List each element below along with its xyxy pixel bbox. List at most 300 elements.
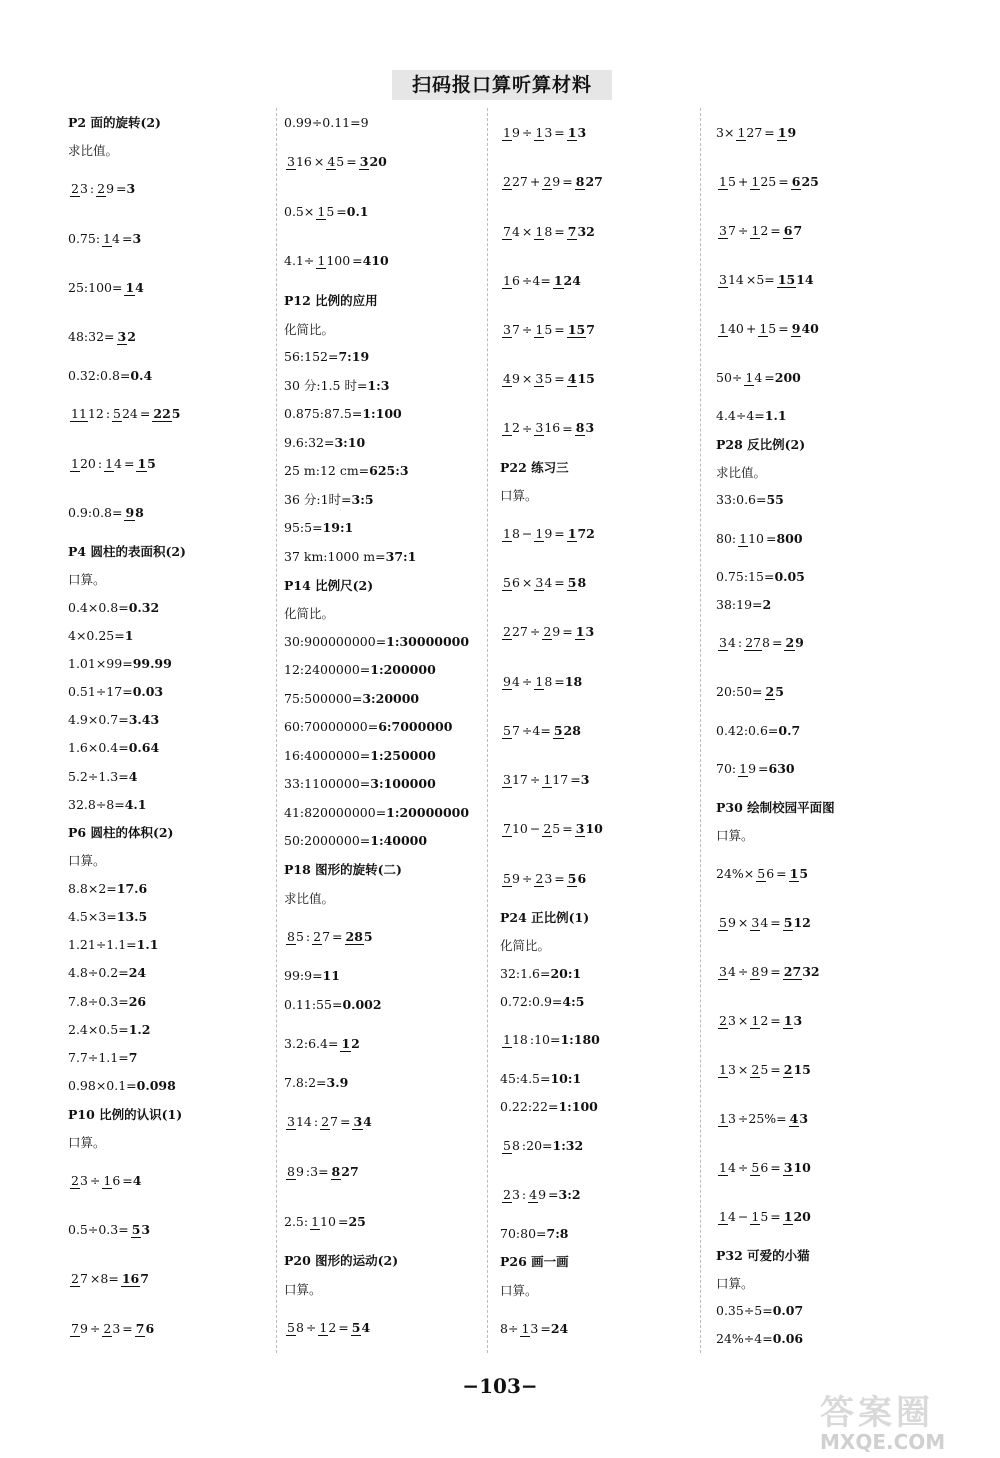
equation-row: [716, 255, 906, 304]
expression-text: =: [770, 1159, 781, 1175]
answer-text: 37:1: [385, 548, 417, 564]
denominator: 9: [511, 371, 520, 387]
instruction-text: 求比值。: [284, 890, 335, 906]
denominator: 9: [511, 870, 520, 886]
answer-text: 3: [126, 181, 136, 197]
denominator: 4: [727, 964, 736, 980]
fraction: [718, 1014, 736, 1027]
instruction-text: 化简比。: [500, 937, 551, 953]
equation-row: [500, 1304, 690, 1353]
numerator: 2: [543, 821, 552, 837]
equation-row: [68, 1254, 258, 1303]
answer-text: 24: [128, 965, 147, 981]
denominator: 2: [351, 1035, 360, 1051]
fraction: [534, 872, 552, 885]
numerator: 3: [359, 153, 369, 169]
expression-text: 24%÷4=: [716, 1331, 773, 1347]
denominator: 32: [802, 964, 820, 980]
numerator: 7: [567, 223, 577, 239]
equation-row: [284, 457, 474, 485]
answer-text: 4: [132, 1172, 142, 1188]
equation-row: [500, 256, 690, 305]
expression-text: 33:0.6=: [716, 492, 767, 508]
denominator: 6: [760, 1159, 769, 1175]
expression-text: 80:: [716, 530, 737, 546]
expression-text: 9.6:32=: [284, 434, 335, 450]
answer-text: 0.1: [346, 203, 369, 219]
answer-text: 11: [322, 968, 340, 984]
fraction: [534, 421, 560, 434]
section-heading: P10 比例的认识(1): [68, 1106, 183, 1122]
numerator: 1: [311, 1213, 320, 1229]
equation-row: [500, 305, 690, 354]
numerator: 1: [719, 320, 727, 336]
answer-text: 6:7000000: [378, 719, 453, 735]
answer-text: 410: [362, 253, 389, 269]
fraction: [502, 675, 520, 688]
equation-row: [500, 157, 690, 206]
expression-text: =: [332, 929, 343, 945]
equation-row: [284, 343, 474, 371]
fraction: [777, 273, 814, 286]
equation-row: [500, 1121, 690, 1170]
expression-text: −: [737, 1208, 749, 1224]
denominator: 7: [793, 222, 803, 238]
expression-text: 5.2÷1.3=: [68, 768, 129, 784]
numerator: 3: [719, 964, 727, 980]
numerator: 5: [287, 1320, 295, 1336]
numerator: 1: [521, 1320, 530, 1336]
equation-row: [284, 236, 474, 286]
section-heading: P14 比例尺(2): [284, 577, 374, 593]
denominator: 7: [511, 321, 520, 337]
denominator: 3: [727, 1013, 736, 1029]
numerator: 2: [535, 870, 544, 886]
expression-text: 20:50=: [716, 684, 763, 700]
fraction: [502, 225, 520, 238]
expression-text: 4.4÷4=: [716, 408, 765, 424]
expression-text: =: [770, 1208, 781, 1224]
numerator: 1: [751, 173, 760, 189]
fraction: [567, 576, 586, 589]
denominator: 8: [577, 575, 587, 591]
denominator: 16: [295, 153, 312, 169]
denominator: 9: [727, 915, 736, 931]
answer-text: 1.1: [764, 408, 787, 424]
expression-text: 4.9×0.7=: [68, 712, 129, 728]
denominator: 2: [760, 1013, 769, 1029]
denominator: 14: [796, 271, 814, 287]
section-heading: P30 绘制校园平面图: [716, 800, 835, 816]
answer-column-2: [284, 108, 474, 1353]
fraction: [567, 323, 595, 336]
denominator: 4: [727, 635, 736, 651]
expression-text: 16:4000000=: [284, 747, 371, 763]
numerator: 1: [745, 369, 754, 385]
page-number: −103−: [462, 1374, 538, 1398]
expression-text: 70:80=: [500, 1225, 547, 1241]
denominator: 6: [766, 866, 775, 882]
expression-text: ×: [737, 1062, 749, 1078]
numerator: 1: [535, 321, 544, 337]
numerator: 22: [153, 406, 171, 422]
fraction: [567, 225, 595, 238]
numerator: 1: [319, 1320, 328, 1336]
denominator: 3: [585, 420, 595, 436]
fraction: [104, 457, 122, 470]
denominator: 27: [585, 174, 603, 190]
expression-text: 50÷: [716, 369, 743, 385]
denominator: 9: [787, 124, 797, 140]
numerator: 1: [535, 125, 544, 141]
denominator: 9: [538, 1187, 547, 1203]
numerator: 1: [751, 222, 760, 238]
expression-text: 0.51÷17=: [68, 684, 133, 700]
numerator: 1: [503, 525, 511, 541]
denominator: 25: [801, 173, 819, 189]
answer-text: 1.1: [136, 937, 159, 953]
answer-text: 0.06: [772, 1331, 804, 1347]
numerator: 1: [503, 1032, 511, 1048]
denominator: 3: [544, 870, 553, 886]
expression-text: ×: [521, 371, 533, 387]
denominator: 7: [79, 1271, 88, 1287]
fraction: [718, 1112, 736, 1125]
instruction-text: 化简比。: [284, 606, 335, 622]
denominator: 3: [793, 1013, 803, 1029]
fraction: [777, 126, 796, 139]
expression-text: =: [776, 866, 787, 882]
denominator: 4: [544, 575, 553, 591]
numerator: 5: [751, 1159, 760, 1175]
expression-text: =: [122, 1172, 133, 1188]
fraction: [316, 254, 350, 267]
fraction: [736, 126, 762, 139]
expression-text: 7.8:2=: [284, 1075, 327, 1091]
equation-row: [500, 755, 690, 804]
numerator: 2: [543, 624, 552, 640]
expression-text: 25:100=: [68, 279, 123, 295]
equation-row: [500, 1065, 690, 1093]
fraction: [750, 175, 776, 188]
denominator: 9: [79, 1320, 88, 1336]
numerator: 3: [287, 1114, 295, 1130]
numerator: 1: [719, 1110, 727, 1126]
fraction: [70, 457, 96, 470]
equation-row: [284, 684, 474, 712]
fraction: [286, 1321, 304, 1334]
expression-text: =: [554, 125, 565, 141]
numerator: 1: [503, 420, 511, 436]
equation-row: [68, 1043, 258, 1071]
expression-text: 0.22:22=: [500, 1099, 559, 1115]
denominator: 8: [295, 1320, 304, 1336]
numerator: 1: [341, 1035, 351, 1051]
fraction: [758, 322, 776, 335]
expression-text: +: [529, 174, 541, 190]
equation-row: [284, 428, 474, 456]
denominator: 5: [799, 866, 809, 882]
numerator: 1: [739, 761, 748, 777]
expression-text: 4.8÷0.2=: [68, 965, 129, 981]
numerator: 5: [351, 1320, 361, 1336]
expression-text: =: [764, 369, 775, 385]
answer-text: 0.32: [128, 599, 160, 615]
denominator: 6: [511, 575, 520, 591]
fraction: [502, 274, 520, 287]
numerator: 1: [105, 455, 114, 471]
numerator: 5: [553, 722, 563, 738]
fraction: [502, 421, 520, 434]
equation-row: [284, 186, 474, 236]
answer-text: 55: [766, 492, 784, 508]
equation-row: [68, 875, 258, 903]
numerator: 15: [777, 271, 796, 287]
denominator: 25: [760, 173, 777, 189]
equation-row: [68, 959, 258, 987]
answer-text: 3: [132, 230, 142, 246]
expression-text: 45:4.5=: [500, 1071, 551, 1087]
expression-text: 36 分:1时=: [284, 492, 352, 508]
expression-text: ×: [521, 575, 533, 591]
answer-text: 99.99: [132, 656, 172, 672]
expression-text: =: [554, 870, 565, 886]
expression-text: =: [562, 624, 573, 640]
equation-row: [68, 1205, 258, 1254]
fraction: [750, 1210, 768, 1223]
equation-row: [68, 1071, 258, 1099]
fraction: [502, 724, 520, 737]
denominator: 2: [511, 420, 520, 436]
numerator: 3: [719, 271, 727, 287]
numerator: 27: [783, 964, 802, 980]
numerator: 16: [121, 1271, 140, 1287]
answer-text: 20:1: [550, 965, 582, 981]
expression-text: ×: [521, 223, 533, 239]
expression-text: ÷: [529, 624, 541, 640]
expression-text: =: [770, 964, 781, 980]
fraction: [352, 1115, 371, 1128]
expression-text: 0.75:: [68, 230, 101, 246]
fraction: [744, 371, 762, 384]
denominator: 5: [775, 684, 784, 700]
denominator: 3: [530, 1320, 539, 1336]
equation-row: [68, 164, 258, 213]
expression-text: 0.35÷5=: [716, 1303, 773, 1319]
fraction: [70, 407, 104, 420]
denominator: 10: [511, 821, 528, 837]
numerator: 3: [575, 821, 585, 837]
numerator: 1: [535, 673, 544, 689]
expression-text: 24%×: [716, 866, 755, 882]
denominator: 3: [727, 1061, 736, 1077]
numerator: 3: [287, 153, 295, 169]
denominator: 9: [552, 174, 561, 190]
denominator: 18: [511, 1032, 528, 1048]
fraction: [502, 1188, 520, 1201]
equation-row: [716, 1045, 906, 1094]
answer-text: 0.64: [128, 740, 160, 756]
numerator: 5: [503, 575, 511, 591]
fraction: [520, 1322, 538, 1335]
expression-text: =: [352, 253, 363, 269]
expression-text: 48:32=: [68, 329, 115, 345]
denominator: 20: [79, 455, 96, 471]
expression-text: =: [554, 526, 565, 541]
equation-row: [500, 206, 690, 255]
denominator: 2: [760, 222, 769, 238]
numerator: 8: [575, 420, 585, 436]
numerator: 1: [103, 1172, 112, 1188]
equation-row: [500, 854, 690, 903]
numerator: 7: [503, 223, 511, 239]
numerator: 3: [751, 915, 760, 931]
expression-text: 70:: [716, 761, 737, 777]
denominator: 10: [320, 1213, 336, 1229]
fraction: [345, 930, 373, 943]
answer-text: 1:200000: [370, 662, 436, 678]
numerator: 1: [575, 624, 585, 640]
expression-text: 4×0.25=: [68, 627, 125, 643]
denominator: 17: [552, 772, 569, 788]
expression-text: 0.42:0.6=: [716, 722, 779, 738]
denominator: 3: [79, 1172, 88, 1188]
denominator: 9: [760, 964, 769, 980]
expression-text: 7.7÷1.1=: [68, 1049, 129, 1065]
equation-row: [284, 798, 474, 826]
expression-text: =: [122, 1320, 133, 1336]
equation-row: [284, 990, 474, 1018]
denominator: 3: [577, 125, 587, 141]
fraction: [567, 372, 595, 385]
expression-text: 0.98×0.1=: [68, 1077, 137, 1093]
fraction: [542, 822, 560, 835]
fraction: [765, 685, 784, 698]
fraction: [744, 636, 770, 649]
section-heading: P32 可爱的小猫: [716, 1247, 810, 1263]
fraction: [534, 323, 552, 336]
fraction: [96, 182, 114, 195]
numerator: 1: [783, 1208, 793, 1224]
numerator: 2: [765, 684, 775, 700]
equation-row: [500, 1015, 690, 1064]
answer-column-3: [500, 108, 690, 1353]
expression-text: 7.8÷0.3=: [68, 993, 129, 1009]
fraction: [135, 1322, 154, 1335]
answer-text: 0.03: [132, 684, 164, 700]
denominator: 8: [511, 525, 520, 541]
denominator: 7: [330, 1114, 338, 1130]
numerator: 2: [503, 624, 511, 640]
instruction-text: 口算。: [500, 487, 538, 503]
expression-text: 41:820000000=: [284, 804, 387, 820]
expression-text: :3=: [305, 1163, 329, 1179]
denominator: 5: [326, 203, 335, 219]
column-divider: [276, 108, 277, 1353]
denominator: 5: [544, 321, 553, 337]
expression-text: 0.5÷0.3=: [68, 1222, 129, 1238]
expression-text: 37 km:1000 m=: [284, 548, 386, 564]
numerator: 2: [71, 1172, 79, 1188]
denominator: 7: [727, 222, 736, 238]
numerator: 5: [503, 722, 511, 738]
numerator: 1: [535, 525, 544, 541]
numerator: 5: [757, 866, 766, 882]
fraction: [718, 224, 736, 237]
denominator: 4: [112, 230, 120, 246]
denominator: 8: [511, 1137, 520, 1153]
expression-text: 38:19=: [716, 597, 763, 612]
denominator: 3: [141, 1222, 151, 1238]
denominator: 40: [801, 320, 819, 336]
expression-text: :20=: [521, 1137, 553, 1153]
equation-row: [68, 621, 258, 649]
denominator: 4: [361, 1320, 371, 1336]
answer-text: 1:100: [558, 1099, 598, 1115]
fraction: [152, 407, 180, 420]
fraction: [738, 762, 756, 775]
numerator: 1: [789, 866, 799, 882]
fraction: [750, 224, 768, 237]
answer-text: 800: [776, 530, 803, 546]
equation-row: [68, 1015, 258, 1043]
denominator: 6: [112, 1172, 121, 1188]
expression-text: =: [758, 761, 769, 777]
equation-row: [284, 1068, 474, 1096]
denominator: 5: [336, 153, 345, 169]
numerator: 1: [777, 124, 787, 140]
expression-text: 0.72:0.9=: [500, 993, 563, 1009]
fraction: [784, 636, 803, 649]
equation-row: [500, 706, 690, 755]
expression-text: +: [737, 173, 749, 189]
equation-row: [716, 304, 906, 353]
numerator: 1: [751, 1013, 760, 1029]
expression-text: 30:900000000=: [284, 634, 387, 649]
fraction: [718, 916, 736, 929]
instruction-text: 化简比。: [284, 321, 335, 337]
instruction-text: 口算。: [284, 1281, 322, 1297]
equation-row: [68, 734, 258, 762]
fraction: [121, 1272, 149, 1285]
expression-text: ×5=: [745, 271, 775, 287]
fraction: [286, 1165, 304, 1178]
instruction-text: 口算。: [68, 572, 106, 588]
fraction: [783, 916, 811, 929]
numerator: 1: [739, 530, 748, 546]
fraction: [750, 1063, 768, 1076]
expression-text: ×8=: [89, 1271, 119, 1287]
denominator: 16: [544, 420, 561, 436]
section-heading: P24 正比例(1): [500, 909, 590, 925]
section-heading: P26 画一画: [500, 1254, 569, 1270]
denominator: 14: [727, 271, 744, 287]
answer-text: 1.2: [128, 1021, 151, 1037]
equation-row: [716, 996, 906, 1045]
fraction: [534, 372, 552, 385]
expression-text: −: [529, 821, 541, 837]
fraction: [502, 822, 528, 835]
numerator: 1: [125, 279, 135, 295]
fraction: [502, 1139, 520, 1152]
numerator: 9: [503, 673, 511, 689]
numerator: 2: [751, 1061, 760, 1077]
equation-row: [716, 353, 906, 402]
equation-row: [68, 1303, 258, 1352]
fraction: [791, 175, 819, 188]
numerator: 5: [131, 1222, 141, 1238]
fraction: [783, 224, 802, 237]
